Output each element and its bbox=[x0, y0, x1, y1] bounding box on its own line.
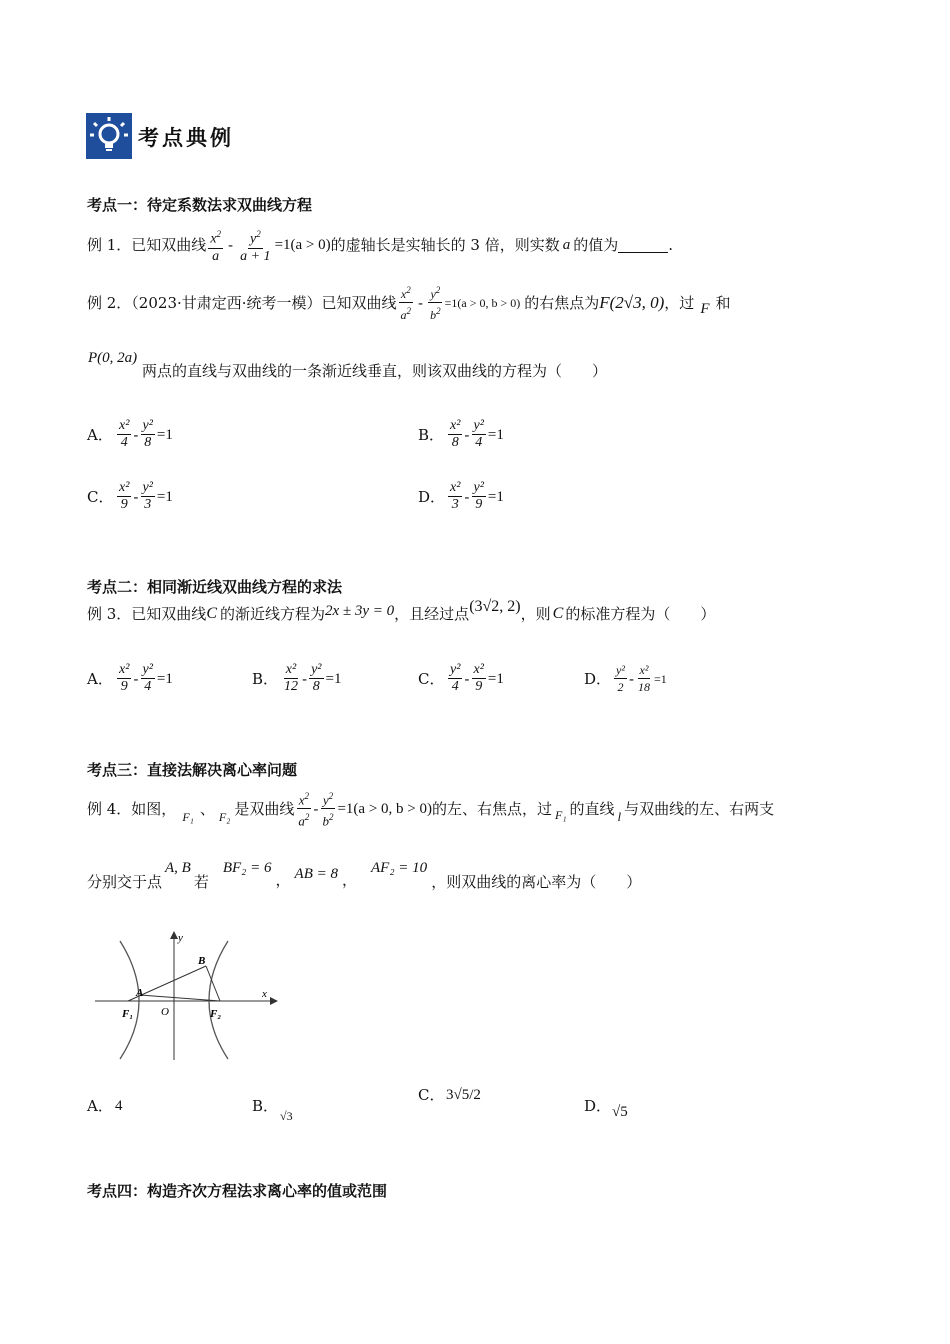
example-1 bbox=[87, 226, 673, 265]
text-ex2-options-0-label: A． bbox=[87, 425, 113, 444]
text-ex2-options-1-d2: 4 bbox=[475, 435, 483, 450]
ex3-option-c[interactable] bbox=[418, 662, 504, 695]
lightbulb-icon bbox=[86, 113, 132, 159]
ex2-focus: F(2√3, 0) bbox=[599, 292, 665, 312]
text-ex3-options-2-label: C． bbox=[418, 669, 445, 688]
text-ex3-options-3-n1: y² bbox=[616, 663, 625, 677]
text-ex1-tail: 的值为 bbox=[573, 236, 619, 255]
text-ex3-options-0-d1: 9 bbox=[120, 679, 128, 694]
ex4-option-d[interactable] bbox=[584, 1096, 628, 1120]
text-ex4-options-0-label: A． bbox=[87, 1097, 113, 1115]
ex4-option-c[interactable] bbox=[418, 1085, 481, 1105]
fraction-17 bbox=[320, 788, 335, 830]
text-ex4-label: 例 4．如图， bbox=[87, 799, 177, 818]
text-ex2-options-3-n2: y² bbox=[473, 480, 484, 495]
text-misc-one: =1 bbox=[156, 488, 173, 505]
text-ex4-text2: 的左、右焦点，过 bbox=[431, 799, 552, 818]
text-ex3-c: C bbox=[552, 605, 564, 622]
text-misc-minus: - bbox=[464, 669, 470, 688]
text-ex2-options-3-label: D． bbox=[418, 487, 446, 506]
fraction-0 bbox=[117, 418, 131, 451]
text-ex2-text1: 的右焦点为 bbox=[524, 293, 600, 312]
ex3-asymptote: 2x ± 3y = 0 bbox=[325, 603, 395, 619]
text-ex4-f1: F₁ bbox=[555, 807, 567, 822]
label-f1: F₁ bbox=[122, 1008, 134, 1020]
text-ex4-options-2-label: C． bbox=[418, 1086, 445, 1104]
label-x: x bbox=[262, 988, 267, 1000]
text-ex3-options-2-n2: x² bbox=[473, 662, 484, 677]
fraction-16 bbox=[296, 788, 311, 830]
text-ex3-options-0-d2: 4 bbox=[144, 679, 152, 694]
text-misc-minus: - bbox=[313, 799, 319, 818]
section-1-title: 考点一：待定系数法求双曲线方程 bbox=[87, 196, 313, 214]
text-misc-one: =1 bbox=[487, 670, 504, 687]
numerator: $x^2$ bbox=[399, 282, 413, 303]
label-f2: F₂ bbox=[210, 1008, 222, 1020]
text-ex2-options-1-label: B． bbox=[418, 425, 445, 444]
ex2-point: P(0, 2a) bbox=[88, 350, 138, 366]
text-misc-comma: ， bbox=[342, 871, 358, 889]
text-ex3-options-3-label: D． bbox=[584, 669, 612, 688]
label-b: B bbox=[198, 955, 206, 967]
text-ex3-options-2-d1: 4 bbox=[451, 679, 459, 694]
ex4-option-b[interactable] bbox=[252, 1096, 293, 1123]
text-misc-one: =1 bbox=[654, 671, 667, 686]
text-ex4-options-2-value: 3√5/2 bbox=[446, 1087, 481, 1103]
text-ex3-c: C bbox=[206, 605, 217, 622]
ex2-option-a[interactable] bbox=[87, 418, 173, 451]
answer-blank[interactable] bbox=[618, 238, 668, 253]
denominator: a + 1 bbox=[240, 248, 271, 264]
text-ex4-ruo: 若 bbox=[193, 873, 209, 891]
text-ex3-options-2-n1: y² bbox=[450, 662, 461, 677]
page-title: 考点典例 bbox=[138, 125, 234, 150]
text-ex4-options-1-label: B． bbox=[252, 1097, 279, 1115]
fraction-3 bbox=[472, 418, 486, 451]
text-ex3-options-3-d1: 2 bbox=[617, 680, 624, 694]
example-4-line-2 bbox=[87, 858, 642, 891]
text-misc-minus: - bbox=[133, 669, 139, 688]
text-misc-minus: - bbox=[302, 669, 308, 688]
fraction-13 bbox=[472, 662, 486, 695]
text-ex2-options-0-d1: 4 bbox=[120, 435, 128, 450]
text-ex3-options-1-d1: 12 bbox=[284, 679, 298, 694]
numerator: $y^2$ bbox=[321, 788, 335, 809]
text-ex2-options-2-label: C． bbox=[87, 487, 114, 506]
text-ex3-options-0-label: A． bbox=[87, 669, 113, 688]
text-ex2-options-2-d1: 9 bbox=[120, 497, 128, 512]
numerator: $x^2$ bbox=[297, 788, 311, 809]
text-ex3-options-1-n2: y² bbox=[311, 662, 322, 677]
text-ex4-bf2: BF₂ = 6 bbox=[222, 860, 272, 876]
text-ex2-f: F bbox=[700, 300, 710, 317]
text-ex4-sep: 、 bbox=[199, 799, 215, 818]
text-misc-minus: - bbox=[464, 425, 470, 444]
y-axis-arrow bbox=[170, 931, 178, 939]
fraction-8 bbox=[117, 662, 131, 695]
ex3-option-a[interactable] bbox=[87, 662, 173, 695]
fraction-6 bbox=[448, 480, 462, 513]
text-misc-minus: - bbox=[133, 425, 139, 444]
fraction-11 bbox=[309, 662, 323, 695]
fraction-10 bbox=[282, 662, 300, 695]
text-ex2-options-2-d2: 3 bbox=[144, 497, 152, 512]
ex1-label: 例 1．已知双曲线 bbox=[87, 236, 207, 255]
text-ex3-options-3-d2: 18 bbox=[638, 680, 651, 694]
text-misc-minus: - bbox=[464, 487, 470, 506]
text-ex2-text2: ，过 bbox=[664, 293, 695, 312]
text-ex3-options-1-d2: 8 bbox=[312, 679, 320, 694]
text-ex3-text1: 的渐近线方程为 bbox=[219, 605, 325, 623]
hyperbola-figure bbox=[90, 925, 280, 1065]
label-y: y bbox=[178, 932, 183, 944]
example-3 bbox=[87, 598, 716, 624]
text-misc-one: =1 bbox=[487, 426, 504, 443]
ex2-option-b[interactable] bbox=[418, 418, 504, 451]
text-ex4-text4: 与双曲线的左、右两支 bbox=[624, 799, 775, 818]
text-ex1-a: a bbox=[562, 237, 571, 254]
numerator: $x^2$ bbox=[208, 226, 223, 249]
text-ex1-text: 的虚轴长是实轴长的 3 倍，则实数 bbox=[330, 236, 560, 255]
text-ex4-line2a: 分别交于点 bbox=[87, 873, 163, 891]
fraction-14 bbox=[614, 662, 627, 695]
ex3-option-b[interactable] bbox=[252, 662, 341, 695]
text-ex4-options-3-label: D． bbox=[584, 1097, 612, 1115]
ex2-frac-y bbox=[428, 282, 443, 323]
text-ex4-text3: 的直线 bbox=[569, 799, 615, 818]
text-ex3-text2: ，且经过点 bbox=[394, 605, 470, 623]
text-ex2-options-0-n2: y² bbox=[142, 418, 153, 433]
section-3-title: 考点三：直接法解决离心率问题 bbox=[87, 761, 298, 779]
fraction-5 bbox=[141, 480, 155, 513]
text-ex3-label: 例 3．已知双曲线 bbox=[87, 605, 207, 623]
denominator: $a^2$ bbox=[298, 812, 310, 829]
fraction-2 bbox=[448, 418, 462, 451]
text-ex4-f2: F₂ bbox=[218, 809, 231, 824]
text-ex2-options-3-n1: x² bbox=[450, 480, 461, 495]
text-misc-minus: - bbox=[418, 293, 424, 312]
fraction-9 bbox=[141, 662, 155, 695]
text-ex3-text4: 的标准方程为（ ） bbox=[565, 605, 716, 623]
text-ex2-text3: 和 bbox=[715, 293, 731, 312]
ex3-option-d[interactable] bbox=[584, 662, 667, 695]
ex2-frac-x bbox=[399, 282, 414, 323]
ex1-frac-x bbox=[208, 226, 223, 265]
text-misc-comma: ， bbox=[275, 871, 291, 889]
fraction-7 bbox=[472, 480, 486, 513]
text-ex4-ab: A, B bbox=[165, 860, 191, 876]
denominator: $b^2$ bbox=[322, 812, 334, 829]
text-ex4-options-3-value: √5 bbox=[612, 1104, 628, 1120]
ex4-condition: =1(a > 0, b > 0) bbox=[337, 800, 432, 817]
text-ex4-ab8: AB = 8 bbox=[294, 866, 338, 882]
text-misc-one: =1 bbox=[325, 670, 342, 687]
text-ex2-options-1-n2: y² bbox=[473, 418, 484, 433]
text-ex3-options-0-n1: x² bbox=[119, 662, 130, 677]
fraction-4 bbox=[117, 480, 131, 513]
section-4-title: 考点四：构造齐次方程法求离心率的值或范围 bbox=[87, 1182, 388, 1200]
text-ex3-options-1-label: B． bbox=[252, 669, 279, 688]
text-ex4-options-0-value: 4 bbox=[115, 1098, 123, 1114]
text-ex3-options-3-n2: x² bbox=[639, 663, 649, 677]
ex2-condition: =1(a > 0, b > 0) bbox=[444, 295, 521, 310]
fraction-1 bbox=[141, 418, 155, 451]
text-ex2-options-3-d1: 3 bbox=[451, 497, 459, 512]
x-axis-arrow bbox=[270, 997, 278, 1005]
text-ex3-options-0-n2: y² bbox=[142, 662, 153, 677]
numerator: $y^2$ bbox=[428, 282, 442, 303]
text-ex2-options-0-d2: 8 bbox=[144, 435, 152, 450]
fraction-15 bbox=[636, 662, 652, 695]
ex2-option-c[interactable] bbox=[87, 480, 173, 513]
example-2-line-2 bbox=[88, 350, 607, 380]
denominator: $b^2$ bbox=[430, 306, 441, 322]
text-misc-one: =1 bbox=[487, 488, 504, 505]
numerator: $y^2$ bbox=[248, 226, 263, 249]
text-ex2-options-2-n1: x² bbox=[119, 480, 130, 495]
ex3-point: (3√2, 2) bbox=[469, 598, 521, 615]
text-misc-one: =1 bbox=[156, 426, 173, 443]
text-ex2-options-2-n2: y² bbox=[142, 480, 153, 495]
text-misc-one: =1 bbox=[156, 670, 173, 687]
example-4-line-1 bbox=[87, 788, 774, 830]
text-ex2-text4: 两点的直线与双曲线的一条渐近线垂直，则该双曲线的方程为（ ） bbox=[141, 362, 607, 380]
text-ex2-options-3-d2: 9 bbox=[475, 497, 483, 512]
text-ex3-text3: ，则 bbox=[520, 605, 551, 623]
text-misc-minus: - bbox=[133, 487, 139, 506]
section-2-title: 考点二：相同渐近线双曲线方程的求法 bbox=[87, 578, 343, 596]
text-ex4-af2: AF₂ = 10 bbox=[371, 860, 428, 876]
text-ex4-options-1-value: √3 bbox=[280, 1109, 293, 1123]
label-a: A bbox=[136, 987, 144, 999]
ex4-option-a[interactable] bbox=[87, 1096, 123, 1116]
text-ex2-options-0-n1: x² bbox=[119, 418, 130, 433]
example-2-line-1 bbox=[87, 282, 731, 323]
text-misc-minus: - bbox=[228, 236, 234, 255]
text-ex3-options-1-n1: x² bbox=[285, 662, 297, 677]
ex1-frac-y bbox=[238, 226, 272, 265]
text-ex4-text1: 是双曲线 bbox=[234, 799, 295, 818]
fraction-12 bbox=[448, 662, 462, 695]
text-ex1-end: . bbox=[668, 236, 674, 255]
denominator: $a^2$ bbox=[400, 306, 412, 322]
text-misc-minus: - bbox=[628, 669, 635, 688]
ex1-condition: =1(a > 0) bbox=[274, 237, 331, 254]
text-ex4-line2b: ，则双曲线的离心率为（ ） bbox=[431, 873, 642, 891]
text-ex4-l: l bbox=[617, 808, 622, 824]
text-ex2-options-1-n1: x² bbox=[450, 418, 461, 433]
segment-a-f2 bbox=[140, 995, 220, 1001]
text-ex2-label: 例 2．（2023·甘肃定西·统考一模）已知双曲线 bbox=[87, 293, 397, 312]
label-o: O bbox=[161, 1006, 169, 1018]
header-logo-box bbox=[86, 113, 132, 159]
text-ex2-options-1-d1: 8 bbox=[451, 435, 459, 450]
denominator: a bbox=[212, 248, 220, 264]
text-ex3-options-2-d2: 9 bbox=[475, 679, 483, 694]
ex2-option-d[interactable] bbox=[418, 480, 504, 513]
text-ex4-f1: F₁ bbox=[182, 809, 194, 824]
